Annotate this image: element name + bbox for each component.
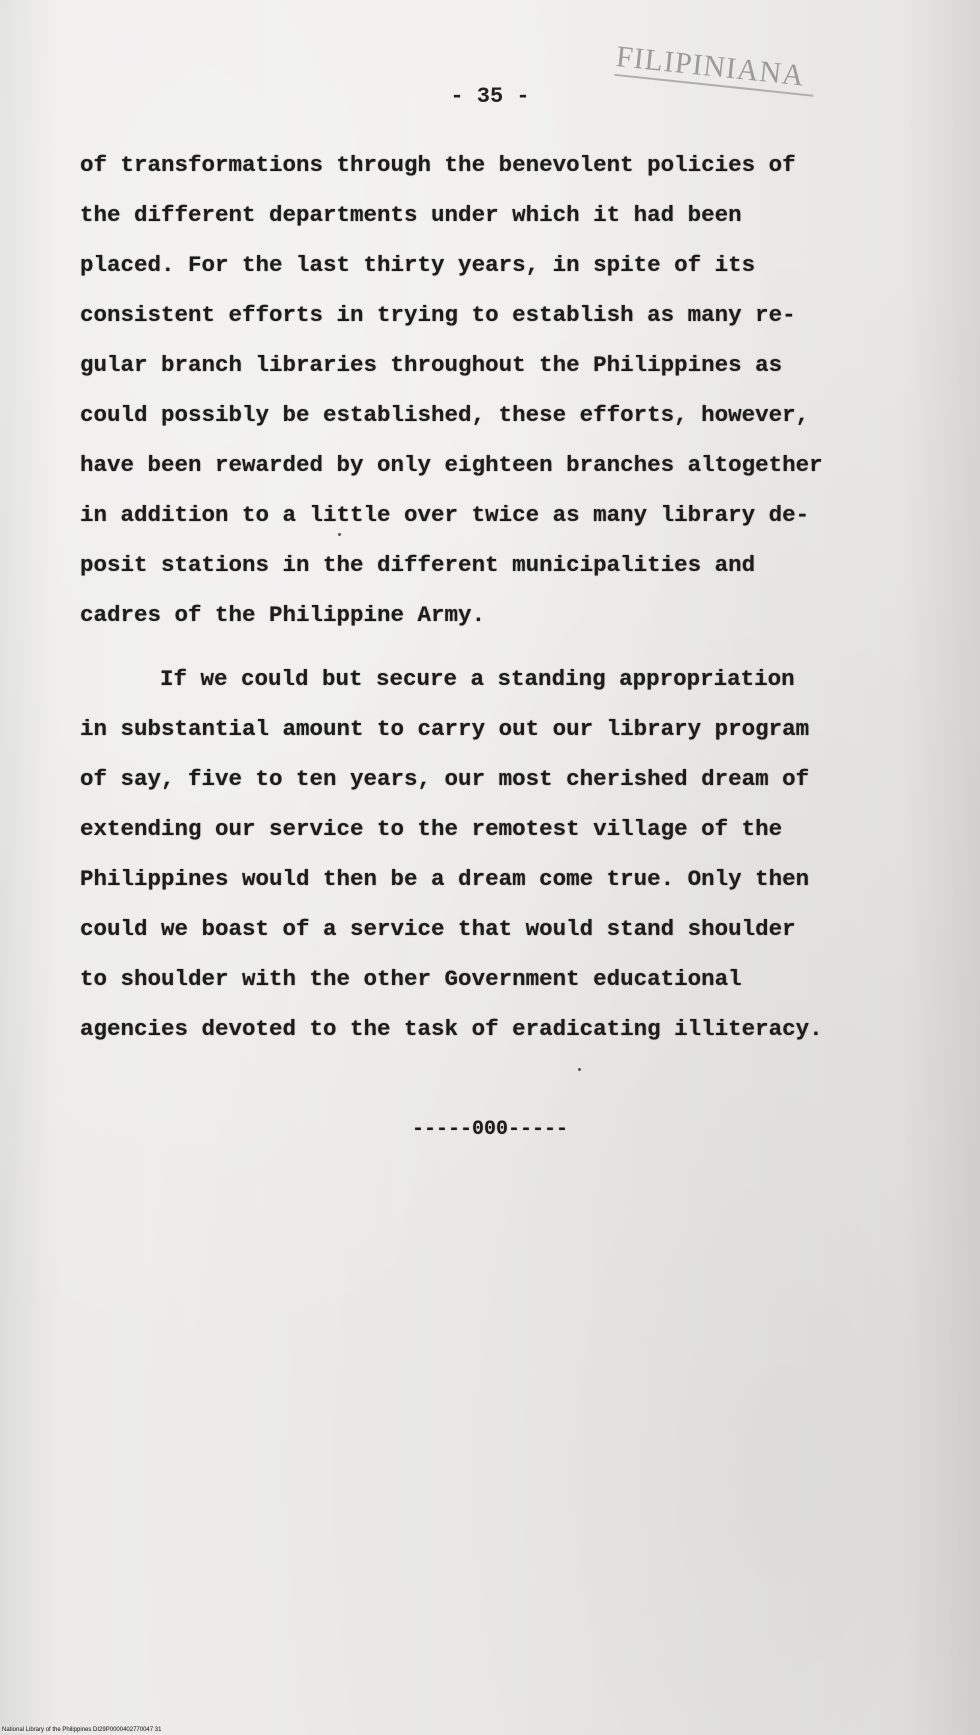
paragraph-1-line: gular branch libraries throughout the Philippines as <box>80 352 783 378</box>
paragraph-1-line: consistent efforts in trying to establish as many re- <box>80 302 796 328</box>
body-text <box>80 140 920 1054</box>
paragraph-1-line: placed. For the last thirty years, in spite of its <box>80 252 756 278</box>
footer-credit: National Library of the Philippines DI29P0000402770047 31 <box>2 1727 162 1733</box>
paragraph-1-line: could possibly be established, these efforts, however, <box>80 402 810 428</box>
paper-speck <box>338 533 341 536</box>
paragraph-gap <box>80 640 920 654</box>
paragraph-2-line: extending our service to the remotest village of the <box>80 816 783 842</box>
paper-speck <box>578 1068 581 1071</box>
paragraph-2-line: agencies devoted to the task of eradicating illiteracy. <box>80 1016 823 1042</box>
paragraph-2-line: in substantial amount to carry out our library program <box>80 716 810 742</box>
paragraph-1-line: of transformations through the benevolent policies of <box>80 152 796 178</box>
paragraph-1-line: the different departments under which it had been <box>80 202 742 228</box>
end-divider: -----000----- <box>411 1118 569 1141</box>
paragraph-1-line: posit stations in the different municipalities and <box>80 552 756 578</box>
paragraph-1-line: in addition to a little over twice as many library de- <box>80 502 810 528</box>
paragraph-1-line: have been rewarded by only eighteen branches altogether <box>80 452 823 478</box>
filipiniana-stamp: FILIPINIANA <box>614 40 817 97</box>
paragraph-2-line: of say, five to ten years, our most cherished dream of <box>80 766 810 792</box>
paragraph-2-line: Philippines would then be a dream come true. Only then <box>80 866 810 892</box>
paragraph-2-line: If we could but secure a standing appropriation <box>160 666 795 692</box>
paragraph-1-line: cadres of the Philippine Army. <box>80 602 486 628</box>
paragraph-2-line: to shoulder with the other Government educational <box>80 966 742 992</box>
paragraph-2-line: could we boast of a service that would stand shoulder <box>80 916 796 942</box>
page-number: - 35 - <box>450 84 530 109</box>
